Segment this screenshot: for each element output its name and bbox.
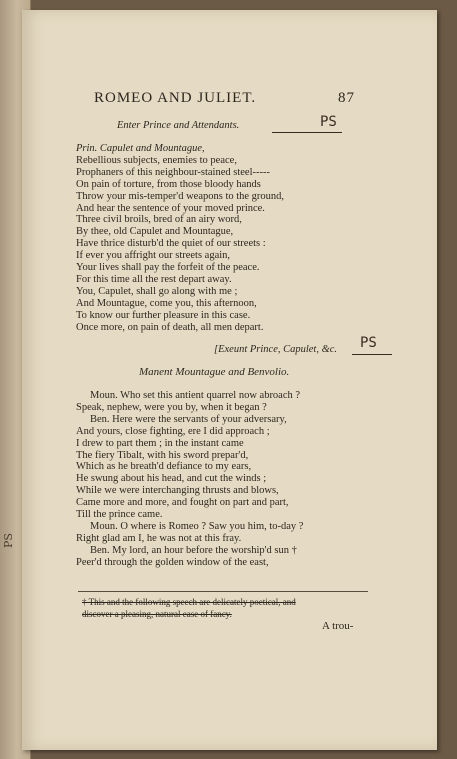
running-title: ROMEO AND JULIET. (94, 90, 257, 106)
ink-underline (352, 354, 392, 355)
speech-line: Your lives shall pay the forfeit of the peace. (76, 262, 260, 274)
speech-line: Prophaners of this neighbour-stained steel----- (76, 166, 270, 178)
book-page (22, 10, 437, 750)
speech-line: Speak, nephew, were you by, when it began ? (76, 401, 267, 413)
speech-line: The fiery Tibalt, with his sword prepar'd, (76, 449, 249, 461)
footnote-line: † This and the following speech are delicately poetical, and (82, 597, 296, 607)
footnote-line: discover a pleasing, natural ease of fancy. (82, 609, 232, 619)
speech-line: Have thrice disturb'd the quiet of our streets : (76, 238, 266, 250)
speech-line: On pain of torture, from those bloody hands (76, 178, 261, 190)
speech-line: Right glad am I, he was not at this fray. (76, 532, 242, 544)
speech-line: To know our further pleasure in this case. (76, 309, 251, 321)
speech-line: And hear the sentence of your moved prince. (76, 202, 265, 214)
speech-line: Came more and more, and fought on part and part, (76, 497, 289, 509)
speech-line: If ever you affright our streets again, (76, 250, 231, 262)
handwritten-ps-annotation: PS (320, 114, 337, 130)
speech-line: By thee, old Capulet and Mountague, (76, 226, 234, 238)
speech-line: He swung about his head, and cut the winds ; (76, 473, 267, 485)
speech-line: While we were interchanging thrusts and blows, (76, 485, 279, 497)
speech-line: Prin. Capulet and Mountague, (76, 143, 205, 154)
speech-line: Ben. My lord, an hour before the worship'd sun † (90, 544, 297, 556)
ink-underline (272, 132, 342, 133)
speech-line: Ben. Here were the servants of your adversary, (90, 413, 287, 425)
page-number: 87 (338, 90, 355, 106)
footnote (82, 596, 382, 620)
stage-direction-exeunt: [Exeunt Prince, Capulet, &c. (214, 344, 338, 355)
catchword: A trou- (322, 620, 354, 632)
speech-line: Peer'd through the golden window of the east, (76, 556, 269, 568)
dialogue-block (76, 390, 386, 569)
speech-line: For this time all the rest depart away. (76, 273, 232, 285)
speech-line: Moun. O where is Romeo ? Saw you him, to-day ? (90, 520, 304, 532)
speech-line: And yours, close fighting, ere I did approach ; (76, 425, 270, 437)
speech-line: Three civil broils, bred of an airy word, (76, 214, 242, 226)
speech-line: Moun. Who set this antient quarrel now abroach ? (90, 390, 301, 401)
handwritten-ps-annotation: PS (360, 335, 377, 351)
speech-line: Once more, on pain of death, all men depart. (76, 321, 264, 333)
stage-direction-enter: Enter Prince and Attendants. (117, 120, 240, 131)
binding-margin-annotation: PS (2, 533, 15, 548)
speech-line: Which as he breath'd defiance to my ears, (76, 461, 252, 473)
scene-heading: Manent Mountague and Benvolio. (139, 366, 290, 378)
speech-line: I drew to part them ; in the instant came (76, 437, 244, 449)
speech-line: Rebellious subjects, enemies to peace, (76, 154, 237, 166)
footnote-rule (78, 591, 368, 592)
speech-line: Throw your mis-temper'd weapons to the ground, (76, 190, 285, 202)
speech-line: You, Capulet, shall go along with me ; (76, 285, 238, 297)
prince-speech (76, 143, 386, 334)
speech-line: And Mountague, come you, this afternoon, (76, 297, 257, 309)
speech-line: Till the prince came. (76, 509, 163, 521)
